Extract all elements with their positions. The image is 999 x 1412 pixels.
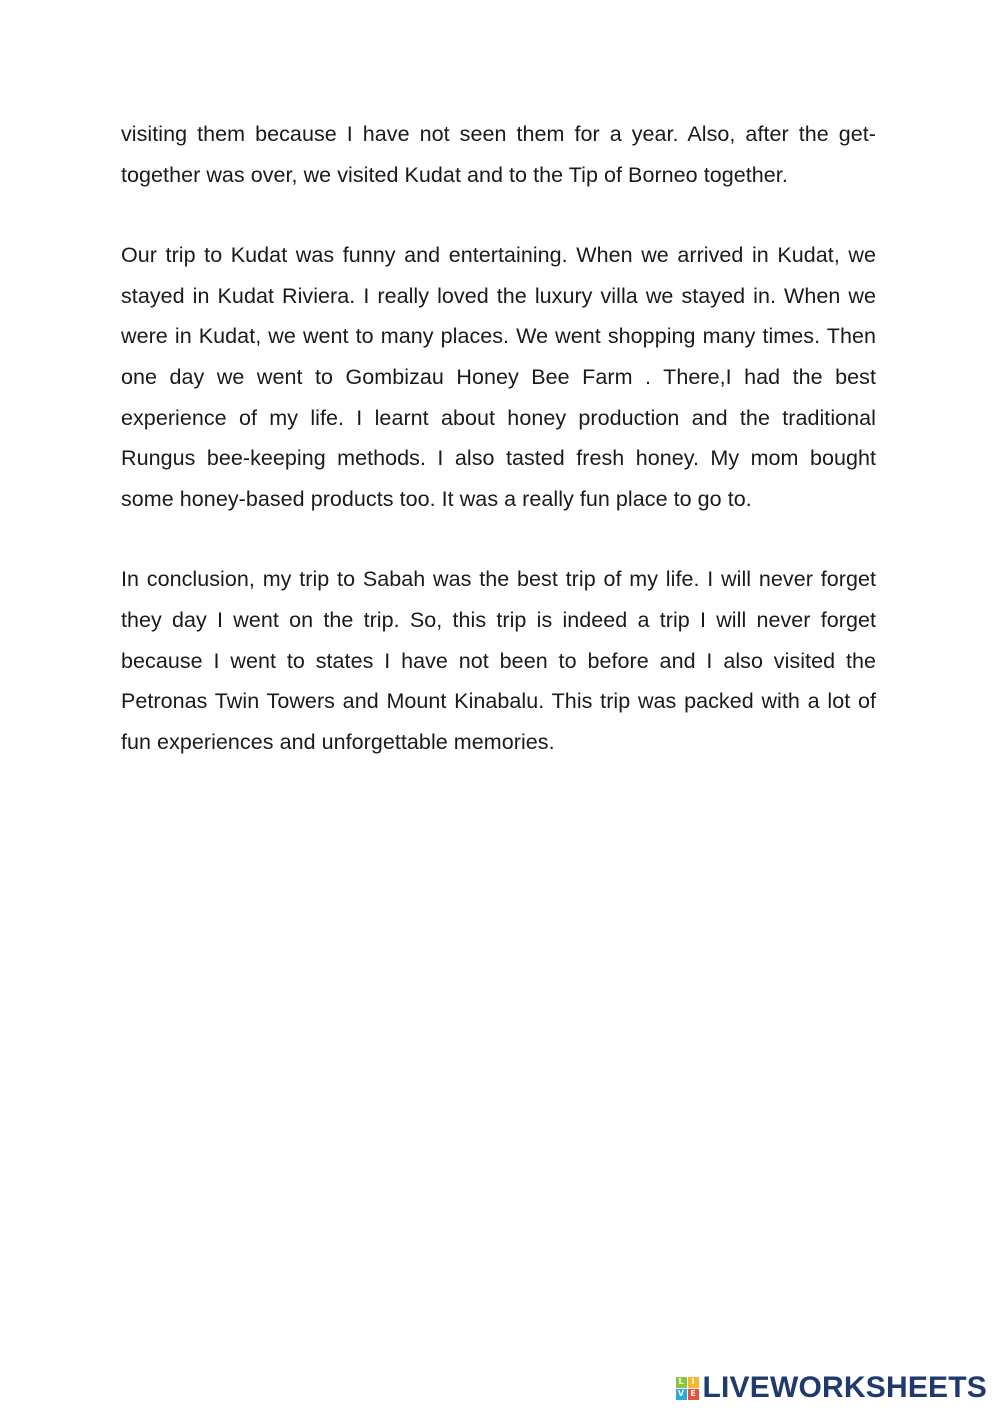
logo-text: LIVEWORKSHEETS xyxy=(702,1371,987,1404)
logo-mark-letter: E xyxy=(688,1389,699,1400)
logo-mark-letter: I xyxy=(688,1377,699,1388)
paragraph-3: In conclusion, my trip to Sabah was the best trip of my life. I will never forget they day I went on the trip. So, this trip is indeed a trip I will never forget because I went to states I have not been to before and I also visited the Petronas Twin Towers and Mount Kinabalu. This trip was packed with a lot of fun experiences and unforgettable memories. xyxy=(121,567,876,754)
essay-body xyxy=(121,114,876,802)
paragraph-2: Our trip to Kudat was funny and entertaining. When we arrived in Kudat, we stayed in Kudat Riviera. I really loved the luxury villa we stayed in. When we were in Kudat, we went to many places. We went shopping many times. Then one day we went to Gombizau Honey Bee Farm . There,I had the best experience of my life. I learnt about honey production and the traditional Rungus bee-keeping methods. I also tasted fresh honey. My mom bought some honey-based products too. It was a really fun place to go to. xyxy=(121,243,876,511)
logo-mark-icon xyxy=(676,1377,699,1400)
logo-mark-letter: V xyxy=(676,1389,687,1400)
liveworksheets-logo[interactable] xyxy=(676,1368,988,1408)
logo-mark-letter: L xyxy=(676,1377,687,1388)
paragraph-1: visiting them because I have not seen them for a year. Also, after the get-together was over, we visited Kudat and to the Tip of Borneo together. xyxy=(121,122,876,187)
